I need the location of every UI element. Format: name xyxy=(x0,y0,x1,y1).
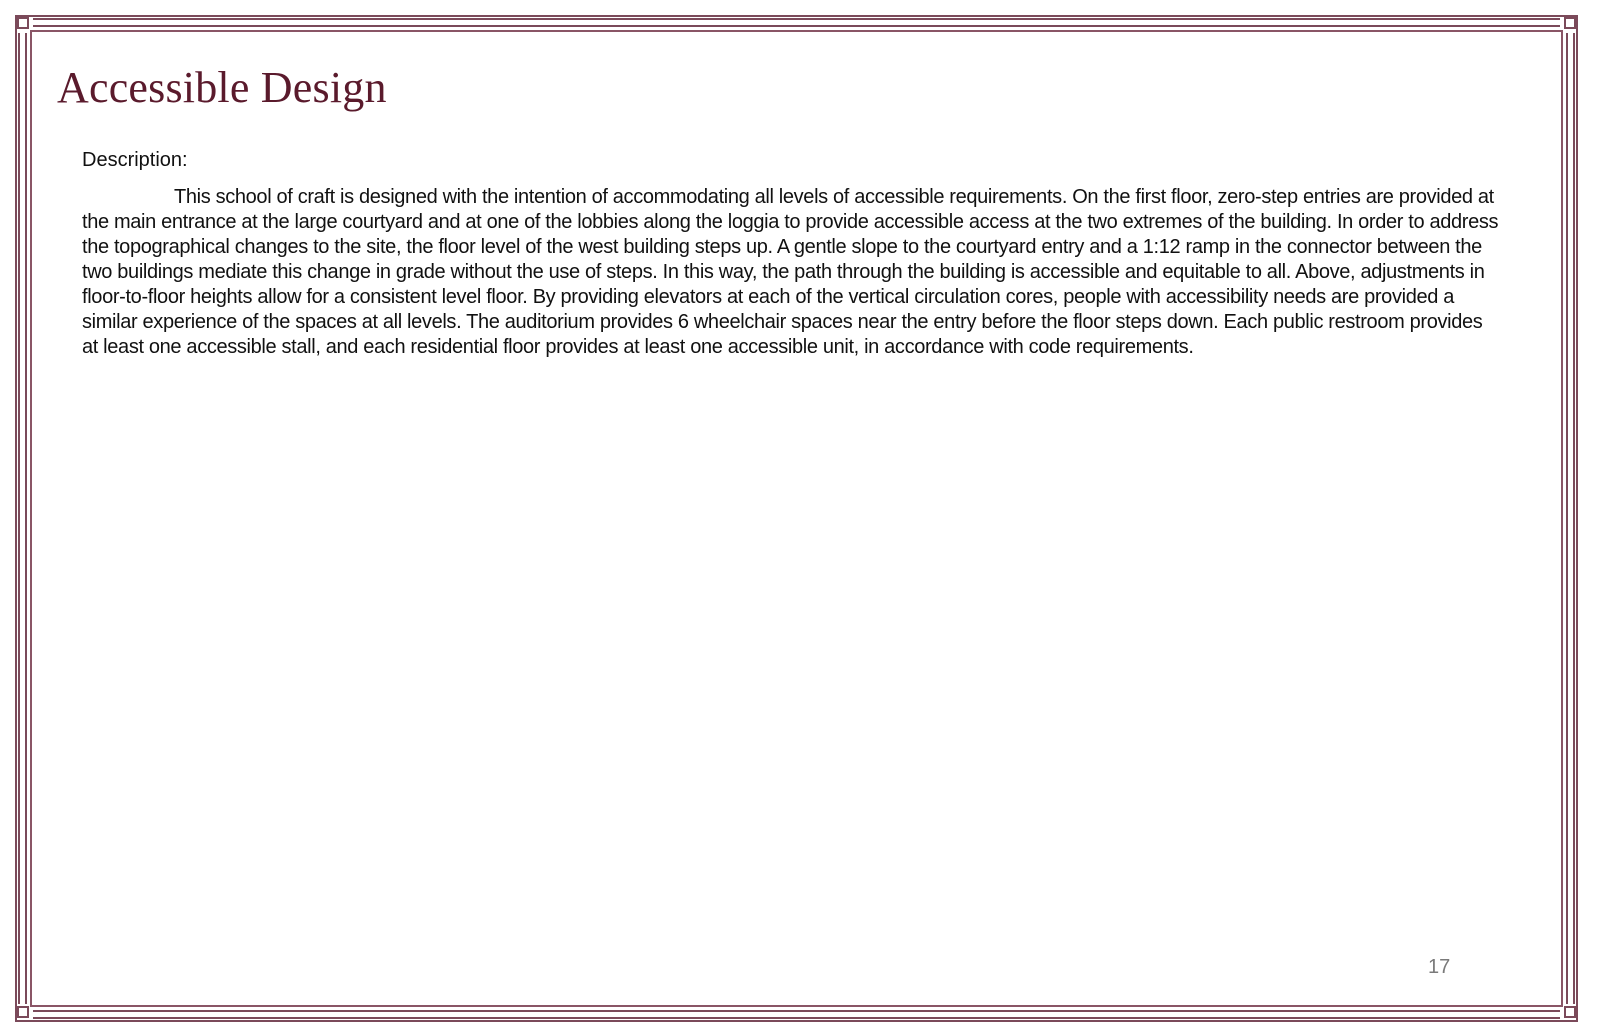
inner-border-frame xyxy=(30,30,1563,1007)
left-border-rail xyxy=(18,33,27,1004)
right-border-rail xyxy=(1566,33,1575,1004)
corner-ornament-top-left xyxy=(17,17,29,29)
corner-ornament-bottom-left xyxy=(17,1006,29,1018)
top-border-rail xyxy=(33,18,1560,27)
description-label: Description: xyxy=(82,149,188,171)
corner-ornament-top-right xyxy=(1564,17,1576,29)
corner-ornament-bottom-right xyxy=(1564,1006,1576,1018)
description-body: This school of craft is designed with the intention of accommodating all levels of accessible requirements. On the first floor, zero-step entries are provided at the main entrance at the large courtyard and at one of the lobbies along the loggia to provide accessible access at the two extremes of the building. In order to address the topographical changes to the site, the floor level of the west building steps up. A gentle slope to the courtyard entry and a 1:12 ramp in the connector between the two buildings mediate this change in grade without the use of steps. In this way, the path through the building is accessible and equitable to all. Above, adjustments in floor-to-floor heights allow for a consistent level floor. By providing elevators at each of the vertical circulation cores, people with accessibility needs are provided a similar experience of the spaces at all levels. The auditorium provides 6 wheelchair spaces near the entry before the floor steps down. Each public restroom provides at least one accessible stall, and each residential floor provides at least one accessible unit, in accordance with code requirements. xyxy=(82,186,1499,358)
bottom-border-rail xyxy=(33,1010,1560,1019)
page-title: Accessible Design xyxy=(57,63,387,112)
page-number: 17 xyxy=(1428,956,1451,978)
